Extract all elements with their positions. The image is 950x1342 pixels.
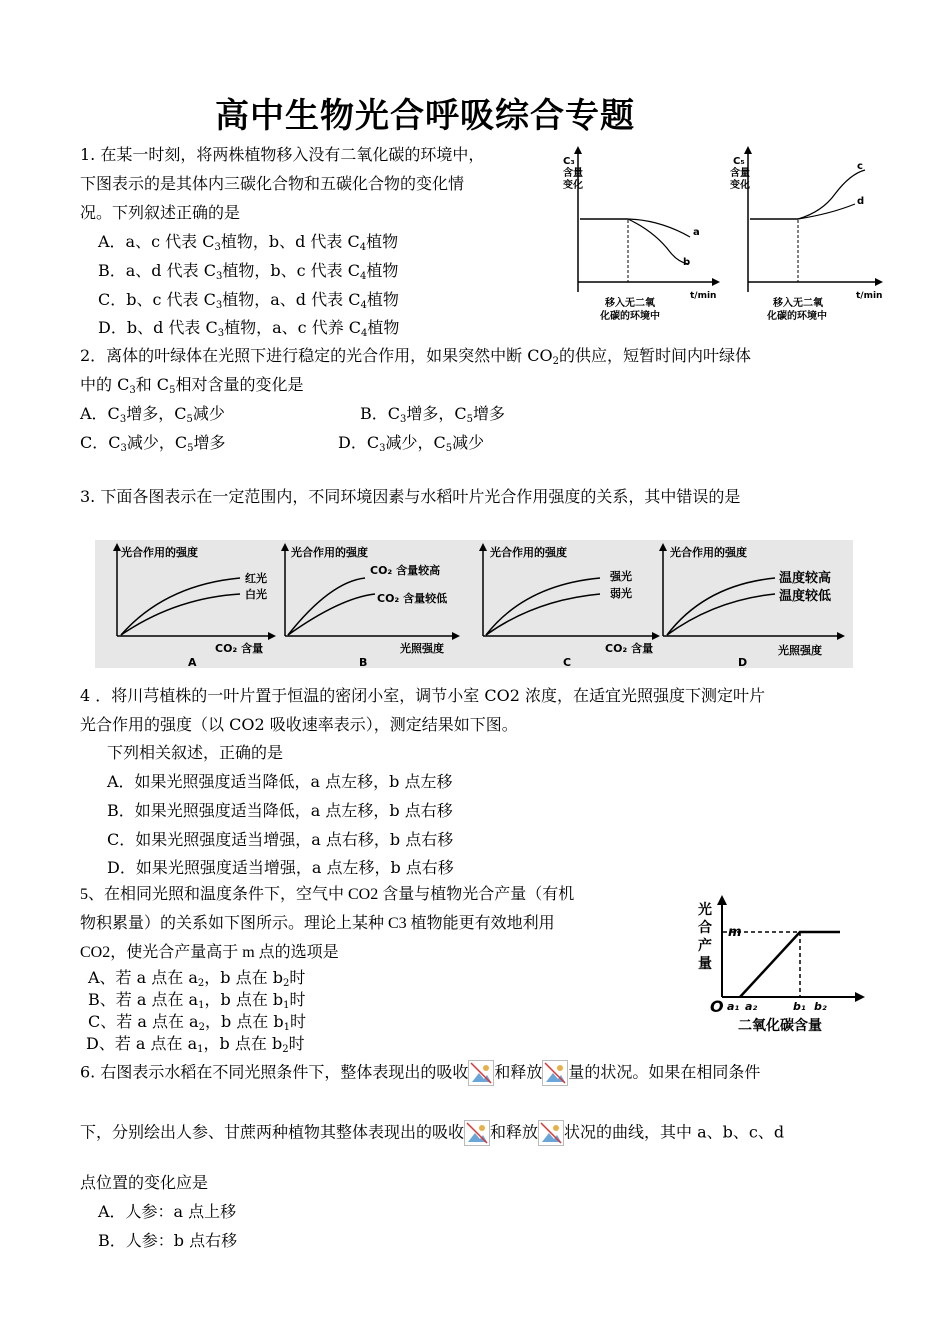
q3-d-xlabel: 光照强度 <box>778 644 822 657</box>
q1-curve-a <box>628 219 690 237</box>
q6-line-3: 点位置的变化应是 <box>80 1173 209 1192</box>
q3-b-letter: B <box>359 656 368 668</box>
q5-y-arrow <box>717 895 727 905</box>
q6-option-b: B．人参：b 点右移 <box>98 1231 238 1250</box>
q1-option-b: B．a、d 代表 $C_3$植物，b、c 代表 $C_4$植物 <box>98 261 399 282</box>
q3-d-letter: D <box>738 656 748 668</box>
q1-label-a: a <box>693 227 700 238</box>
q3-b-lower-label: CO₂ 含量较低 <box>377 592 448 605</box>
q1-option-a: A．a、c 代表 $C_3$植物，b、d 代表 $C_4$植物 <box>98 232 399 253</box>
q1-stem-line-2: 下图表示的是其体内三碳化合物和五碳化合物的变化情 <box>80 174 465 193</box>
q5-xlabel: 二氧化碳含量 <box>738 1018 822 1034</box>
q5-ylabel-3: 产 <box>698 938 712 954</box>
q6-option-a: A．人参：a 点上移 <box>98 1202 237 1221</box>
q1-right-ylabel-2: 含量 <box>730 168 750 179</box>
q3-b-xlabel: 光照强度 <box>400 642 444 655</box>
q3-d-lower-label: 温度较低 <box>779 589 832 604</box>
q1-right-note-1: 移入无二氧 <box>773 298 823 309</box>
q1-left-xlabel: t/min <box>690 291 717 301</box>
q4-option-a: A．如果光照强度适当降低，a 点左移，b 点左移 <box>107 772 453 791</box>
broken-image-icon <box>468 1060 494 1086</box>
q1-option-d: D．b、d 代表 $C_3$植物，a、c 代养 $C_4$植物 <box>98 318 400 339</box>
q1-left-note-2: 化碳的环境中 <box>600 311 660 322</box>
q5-ylabel-2: 合 <box>698 920 712 936</box>
q5-stem-line-2: 物积累量）的关系如下图所示。理论上某种 C3 植物能更有效地利用 <box>80 915 555 932</box>
q2-option-b: B．$C_3$增多，$C_5$增多 <box>360 404 506 425</box>
q3-a-lower-label: 白光 <box>245 588 267 601</box>
q4-stem-line-3: 下列相关叙述，正确的是 <box>107 743 284 762</box>
q4-option-c: C．如果光照强度适当增强，a 点右移，b 点右移 <box>107 830 454 849</box>
q1-option-c: C．b、c 代表 $C_3$植物，a、d 代表 $C_4$植物 <box>98 290 399 311</box>
broken-image-icon <box>542 1060 568 1086</box>
q5-option-d: D、若 a 点在 $a_1$，b 点在 $b_2$时 <box>86 1034 305 1055</box>
q1-left-note-1: 移入无二氧 <box>605 298 655 309</box>
q3-b-ylabel: 光合作用的强度 <box>291 546 368 559</box>
q5-curve <box>740 932 840 997</box>
q4-option-d: D．如果光照强度适当增强，a 点左移，b 点右移 <box>107 858 454 877</box>
q1-stem-line-3: 况。下列叙述正确的是 <box>80 203 241 222</box>
q1-right-y-arrow <box>744 146 752 154</box>
q1-right-ylabel-3: 变化 <box>730 180 750 191</box>
q2-stem-line-2: 中的 $C_3$和 $C_5$相对含量的变化是 <box>80 375 304 396</box>
q1-label-b: b <box>683 257 691 268</box>
q1-figure <box>560 142 890 332</box>
q4-stem-line-1: 4 ．将川芎植株的一叶片置于恒温的密闭小室，调节小室 CO2 浓度，在适宜光照强度下测定叶片 <box>80 686 765 705</box>
q5-option-a: A、若 a 点在 $a_2$，b 点在 $b_2$时 <box>88 968 306 989</box>
q1-curve-d <box>798 204 855 219</box>
q5-b1: b₁ <box>793 1000 806 1013</box>
q3-stem: 3. 下面各图表示在一定范围内，不同环境因素与水稻叶片光合作用强度的关系，其中错误的是 <box>80 487 741 506</box>
q2-option-a: A．$C_3$增多，$C_5$减少 <box>80 404 225 425</box>
q3-a-upper-label: 红光 <box>245 572 267 585</box>
q5-option-b: B、若 a 点在 $a_1$，b 点在 $b_1$时 <box>88 990 306 1011</box>
q2-stem-line-1: 2．离体的叶绿体在光照下进行稳定的光合作用，如果突然中断 $CO_2$的供应，短暂时间内叶绿体 <box>80 346 752 367</box>
q5-a1: a₁ <box>727 1000 740 1013</box>
q1-right-ylabel-1: C₅ <box>733 156 745 167</box>
q6-line-1: 6. 右图表示水稻在不同光照条件下，整体表现出的吸收 和释放 量的状况。如果在相同条件 <box>80 1060 760 1086</box>
q5-a2: a₂ <box>745 1000 758 1013</box>
q3-figure <box>95 540 853 668</box>
q1-label-d: d <box>857 196 865 207</box>
q5-ylabel-1: 光 <box>698 902 712 918</box>
q6-line-2: 下，分别绘出人参、甘蔗两种植物其整体表现出的吸收 和释放 状况的曲线，其中 a、b、c、d <box>80 1120 784 1146</box>
q5-origin: O <box>710 997 724 1016</box>
q3-d-ylabel: 光合作用的强度 <box>670 546 747 559</box>
q5-stem-line-1: 5、在相同光照和温度条件下，空气中 CO2 含量与植物光合产量（有机 <box>80 886 575 903</box>
q3-a-xlabel: CO₂ 含量 <box>215 642 264 655</box>
q1-stem-line-1: 1. 在某一时刻，将两株植物移入没有二氧化碳的环境中， <box>80 145 485 164</box>
q3-c-ylabel: 光合作用的强度 <box>490 546 567 559</box>
page-title: 高中生物光合呼吸综合专题 <box>215 96 635 136</box>
q4-stem-line-2: 光合作用的强度（以 CO2 吸收速率表示），测定结果如下图。 <box>80 715 518 734</box>
broken-image-icon <box>464 1120 490 1146</box>
q3-c-lower-label: 弱光 <box>610 587 632 600</box>
q4-option-b: B．如果光照强度适当降低，a 点左移，b 点右移 <box>107 801 453 820</box>
q3-a-letter: A <box>188 656 197 668</box>
q1-left-x-arrow <box>712 278 720 286</box>
q3-c-letter: C <box>563 656 572 668</box>
q3-c-xlabel: CO₂ 含量 <box>605 642 654 655</box>
q5-stem-line-3: CO2，使光合产量高于 m 点的选项是 <box>80 944 339 961</box>
q1-left-ylabel-3: 变化 <box>563 180 583 191</box>
q5-option-c: C、若 a 点在 $a_2$，b 点在 $b_1$时 <box>88 1012 307 1033</box>
q1-label-c: c <box>857 161 863 172</box>
q2-option-d: D．$C_3$减少，$C_5$减少 <box>338 433 485 454</box>
q1-right-note-2: 化碳的环境中 <box>767 311 827 322</box>
q5-ylabel-4: 量 <box>698 956 712 972</box>
q3-c-upper-label: 强光 <box>610 570 632 583</box>
broken-image-icon <box>538 1120 564 1146</box>
q1-curve-b <box>628 219 688 264</box>
q5-b2: b₂ <box>814 1000 827 1013</box>
q1-right-xlabel: t/min <box>856 291 883 301</box>
q1-left-ylabel-2: 含量 <box>563 168 583 179</box>
q3-a-ylabel: 光合作用的强度 <box>121 546 198 559</box>
q5-m-label: m <box>728 925 742 940</box>
q3-d-upper-label: 温度较高 <box>779 571 832 586</box>
q1-right-x-arrow <box>875 278 883 286</box>
q5-x-arrow <box>855 992 865 1002</box>
q5-figure <box>690 892 865 1037</box>
q2-option-c: C．$C_3$减少，$C_5$增多 <box>80 433 226 454</box>
q1-left-y-arrow <box>574 146 582 154</box>
q3-figure-bg <box>95 540 853 668</box>
q3-b-upper-label: CO₂ 含量较高 <box>370 564 441 577</box>
q1-left-ylabel-1: C₃ <box>563 156 575 167</box>
